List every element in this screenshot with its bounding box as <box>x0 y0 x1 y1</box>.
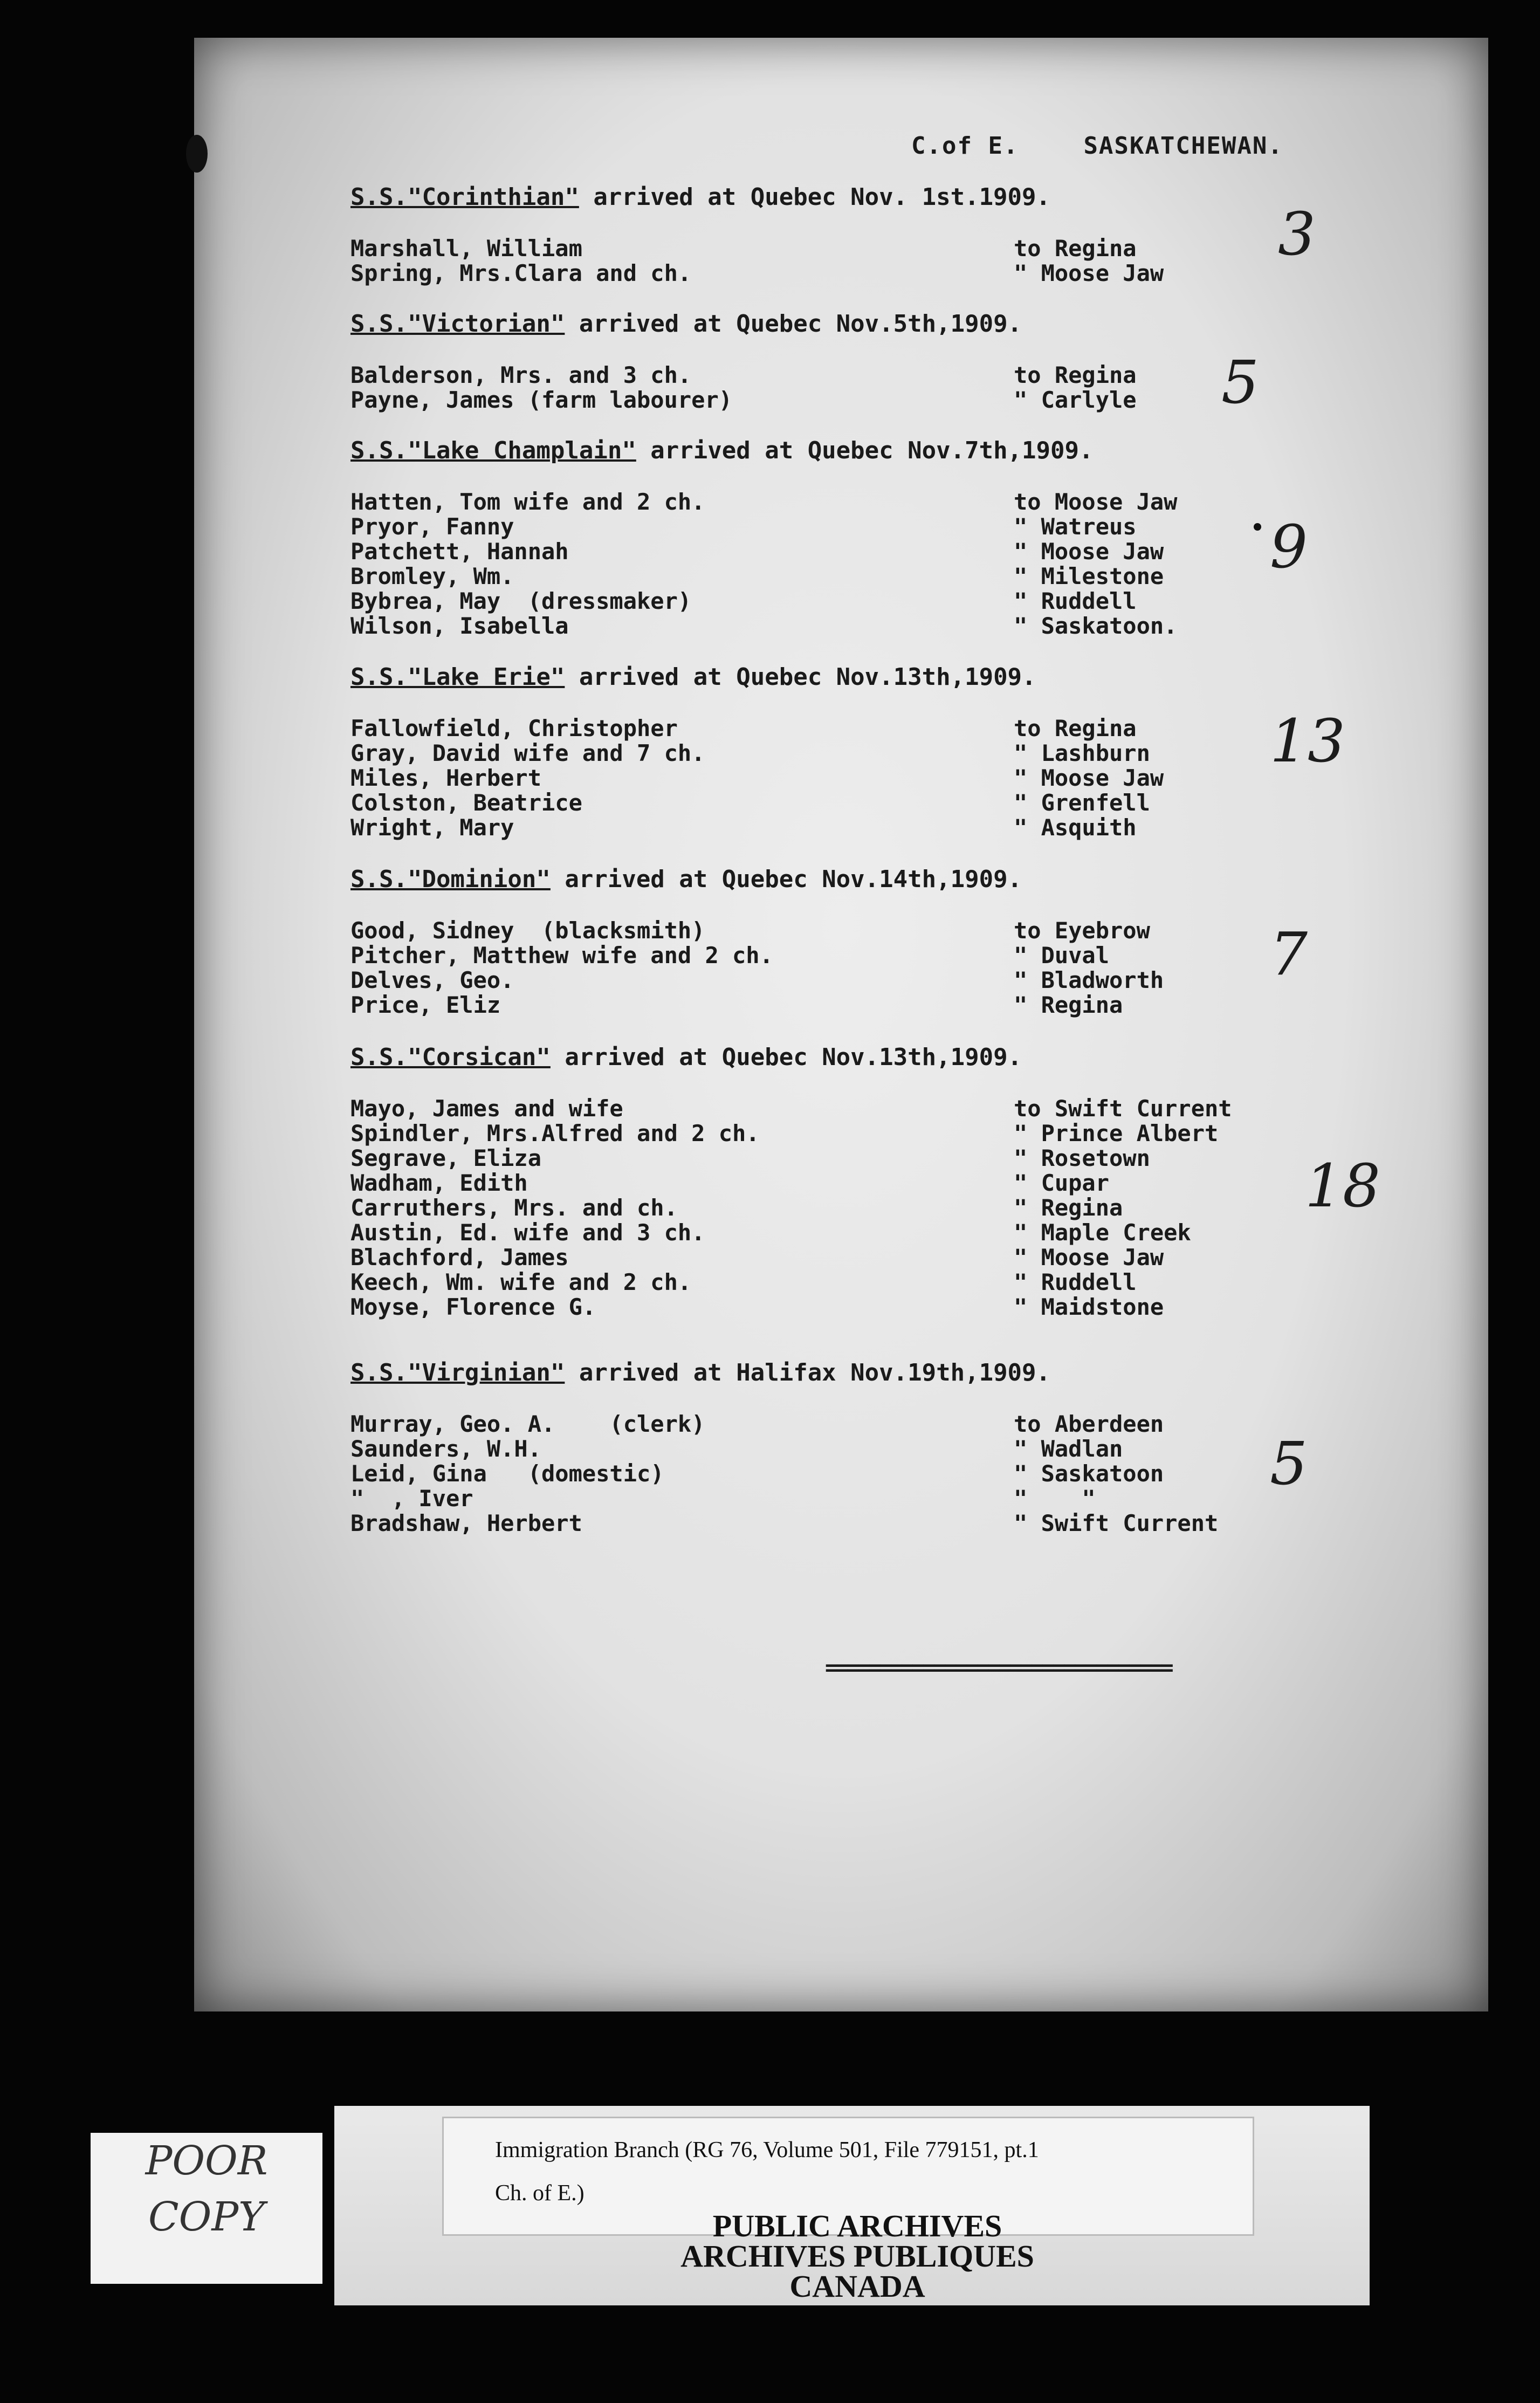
passenger-row <box>350 588 1429 613</box>
destination: " Prince Albert <box>1014 1120 1219 1146</box>
passenger-name: Segrave, Eliza <box>350 1145 542 1171</box>
ship-name: S.S."Lake Erie" <box>350 663 565 691</box>
passenger-row <box>350 1436 1429 1460</box>
passenger-name: Moyse, Florence G. <box>350 1294 596 1320</box>
passenger-name: Wadham, Edith <box>350 1170 528 1196</box>
destination: " Carlyle <box>1014 387 1137 413</box>
passenger-row <box>350 613 1429 637</box>
passenger-name: Colston, Beatrice <box>350 789 582 816</box>
passenger-row <box>350 765 1429 789</box>
passenger-row <box>350 1194 1429 1219</box>
handwritten-count: 9 <box>1270 512 1308 581</box>
passenger-name: Price, Eliz <box>350 992 501 1018</box>
arrival-info: arrived at Quebec Nov.13th,1909. <box>550 1043 1022 1071</box>
passenger-name: Marshall, William <box>350 235 582 262</box>
passenger-row <box>350 1294 1429 1319</box>
destination: " Regina <box>1014 992 1123 1018</box>
passenger-name: Payne, James (farm labourer) <box>350 387 733 413</box>
ship-heading <box>350 310 1429 342</box>
passenger-name: Leid, Gina (domestic) <box>350 1460 664 1487</box>
destination: " Lashburn <box>1014 740 1150 766</box>
destination: to Eyebrow <box>1014 917 1150 944</box>
arrival-info: arrived at Halifax Nov.19th,1909. <box>565 1359 1051 1386</box>
ship-heading <box>350 663 1429 696</box>
ship-section <box>350 310 1429 417</box>
passenger-row <box>350 489 1429 513</box>
ship-section <box>350 1359 1429 1535</box>
destination: " Moose Jaw <box>1014 765 1164 791</box>
passenger-row <box>350 814 1429 839</box>
arrival-info: arrived at Quebec Nov.5th,1909. <box>565 310 1022 338</box>
arrival-info: arrived at Quebec Nov.13th,1909. <box>565 663 1036 691</box>
ship-section <box>350 183 1429 285</box>
passenger-row <box>350 715 1429 740</box>
destination: " Rosetown <box>1014 1145 1150 1171</box>
destination: " Saskatoon <box>1014 1460 1164 1487</box>
destination: " Bladworth <box>1014 967 1164 993</box>
destination: " " <box>1014 1485 1096 1512</box>
ship-section <box>350 1043 1429 1319</box>
ship-heading <box>350 1359 1429 1391</box>
handwritten-count: 13 <box>1270 706 1345 775</box>
passenger-row <box>350 740 1429 765</box>
handwritten-count: 5 <box>1270 1429 1308 1498</box>
destination: " Maple Creek <box>1014 1219 1191 1246</box>
ink-blot <box>186 135 208 173</box>
arrival-info: arrived at Quebec Nov.14th,1909. <box>550 866 1022 893</box>
file-reference-line2: Ch. of E.) <box>495 2181 585 2206</box>
passenger-row <box>350 362 1429 387</box>
destination: " Maidstone <box>1014 1294 1164 1320</box>
passenger-name: Pryor, Fanny <box>350 513 514 540</box>
destination: to Regina <box>1014 362 1137 388</box>
passenger-name: Bradshaw, Herbert <box>350 1510 582 1536</box>
archives-line-fr: ARCHIVES PUBLIQUES <box>680 2239 1034 2274</box>
passenger-name: Pitcher, Matthew wife and 2 ch. <box>350 942 773 969</box>
passenger-name: Bromley, Wm. <box>350 563 514 589</box>
passenger-name: Austin, Ed. wife and 3 ch. <box>350 1219 705 1246</box>
passenger-name: Wright, Mary <box>350 814 514 841</box>
passenger-row <box>350 1145 1429 1170</box>
poor-copy-line2: COPY <box>148 2194 265 2240</box>
arrival-info: arrived at Quebec Nov. 1st.1909. <box>579 183 1051 211</box>
passenger-name: Spring, Mrs.Clara and ch. <box>350 260 692 286</box>
section-spacer <box>350 696 1429 715</box>
archives-stamp <box>647 2208 1068 2304</box>
ship-section <box>350 437 1429 637</box>
document-page <box>194 38 1488 2011</box>
passenger-name: Hatten, Tom wife and 2 ch. <box>350 489 705 515</box>
passenger-name: Patchett, Hannah <box>350 538 569 565</box>
passenger-row <box>350 917 1429 942</box>
ship-heading <box>350 866 1429 898</box>
passenger-row <box>350 1095 1429 1120</box>
destination: " Moose Jaw <box>1014 260 1164 286</box>
closing-rule: ================================ <box>825 1656 1172 1680</box>
section-spacer <box>350 898 1429 917</box>
ship-heading <box>350 183 1429 216</box>
destination: " Watreus <box>1014 513 1137 540</box>
destination: " Saskatoon. <box>1014 613 1178 639</box>
handwritten-count: 5 <box>1221 348 1259 417</box>
archives-line-en: PUBLIC ARCHIVES <box>712 2208 1002 2243</box>
section-spacer <box>350 216 1429 235</box>
passenger-name: Spindler, Mrs.Alfred and 2 ch. <box>350 1120 760 1146</box>
ship-name: S.S."Corsican" <box>350 1043 551 1071</box>
destination: " Ruddell <box>1014 588 1137 614</box>
passenger-name: Bybrea, May (dressmaker) <box>350 588 692 614</box>
section-spacer <box>350 1076 1429 1095</box>
passenger-name: Mayo, James and wife <box>350 1095 623 1122</box>
handwritten-count: 18 <box>1305 1151 1380 1220</box>
destination: to Swift Current <box>1014 1095 1232 1122</box>
destination: " Duval <box>1014 942 1110 969</box>
passenger-name: Miles, Herbert <box>350 765 542 791</box>
destination: " Milestone <box>1014 563 1164 589</box>
passenger-name: Murray, Geo. A. (clerk) <box>350 1411 705 1437</box>
passenger-name: Blachford, James <box>350 1244 569 1271</box>
document-body <box>194 38 1488 2011</box>
ship-name: S.S."Victorian" <box>350 310 565 338</box>
passenger-row <box>350 513 1429 538</box>
destination: " Swift Current <box>1014 1510 1219 1536</box>
passenger-name: Fallowfield, Christopher <box>350 715 678 742</box>
passenger-row <box>350 563 1429 588</box>
section-spacer <box>350 469 1429 489</box>
ship-name: S.S."Lake Champlain" <box>350 437 636 464</box>
passenger-name: Delves, Geo. <box>350 967 514 993</box>
arrival-info: arrived at Quebec Nov.7th,1909. <box>636 437 1094 464</box>
destination: to Regina <box>1014 235 1137 262</box>
ship-section <box>350 866 1429 1017</box>
passenger-name: Carruthers, Mrs. and ch. <box>350 1194 678 1221</box>
passenger-row <box>350 992 1429 1017</box>
passenger-name: Keech, Wm. wife and 2 ch. <box>350 1269 692 1295</box>
destination: to Aberdeen <box>1014 1411 1164 1437</box>
passenger-name: Balderson, Mrs. and 3 ch. <box>350 362 692 388</box>
passenger-row <box>350 1269 1429 1294</box>
destination: " Moose Jaw <box>1014 538 1164 565</box>
passenger-row <box>350 1510 1429 1535</box>
passenger-name: Good, Sidney (blacksmith) <box>350 917 705 944</box>
destination: " Regina <box>1014 1194 1123 1221</box>
section-spacer <box>350 342 1429 362</box>
archives-line-canada: CANADA <box>789 2269 925 2304</box>
destination: " Grenfell <box>1014 789 1150 816</box>
ship-name: S.S."Dominion" <box>350 866 551 893</box>
passenger-row <box>350 1460 1429 1485</box>
passenger-name: Wilson, Isabella <box>350 613 569 639</box>
passenger-row <box>350 1219 1429 1244</box>
destination: " Cupar <box>1014 1170 1110 1196</box>
passenger-row <box>350 260 1429 285</box>
passenger-row <box>350 1120 1429 1145</box>
page-header <box>911 132 1348 160</box>
passenger-name: Gray, David wife and 7 ch. <box>350 740 705 766</box>
destination: " Asquith <box>1014 814 1137 841</box>
passenger-row <box>350 942 1429 967</box>
handwritten-count: 3 <box>1278 200 1316 269</box>
passenger-row <box>350 967 1429 992</box>
passenger-name: " , Iver <box>350 1485 473 1512</box>
passenger-row <box>350 1485 1429 1510</box>
passenger-row <box>350 1170 1429 1194</box>
passenger-row <box>350 538 1429 563</box>
file-reference-line1: Immigration Branch (RG 76, Volume 501, File 779151, pt.1 <box>495 2138 1039 2162</box>
passenger-row <box>350 235 1429 260</box>
ship-name: S.S."Virginian" <box>350 1359 565 1386</box>
header-denomination: C.of E. <box>911 132 1019 160</box>
passenger-row <box>350 1411 1429 1436</box>
ship-name: S.S."Corinthian" <box>350 183 579 211</box>
poor-copy-line1: POOR <box>145 2138 268 2184</box>
destination: to Moose Jaw <box>1014 489 1178 515</box>
passenger-row <box>350 789 1429 814</box>
header-province: SASKATCHEWAN. <box>1083 132 1283 160</box>
section-spacer <box>350 1391 1429 1411</box>
ship-heading <box>350 1043 1429 1076</box>
passenger-row <box>350 1244 1429 1269</box>
destination: " Wadlan <box>1014 1436 1123 1462</box>
passenger-name: Saunders, W.H. <box>350 1436 542 1462</box>
destination: " Moose Jaw <box>1014 1244 1164 1271</box>
destination: to Regina <box>1014 715 1137 742</box>
passenger-row <box>350 387 1429 411</box>
ship-section <box>350 663 1429 839</box>
handwritten-count: 7 <box>1270 919 1308 988</box>
ship-heading <box>350 437 1429 469</box>
destination: " Ruddell <box>1014 1269 1137 1295</box>
poor-copy-stamp <box>91 2133 322 2284</box>
